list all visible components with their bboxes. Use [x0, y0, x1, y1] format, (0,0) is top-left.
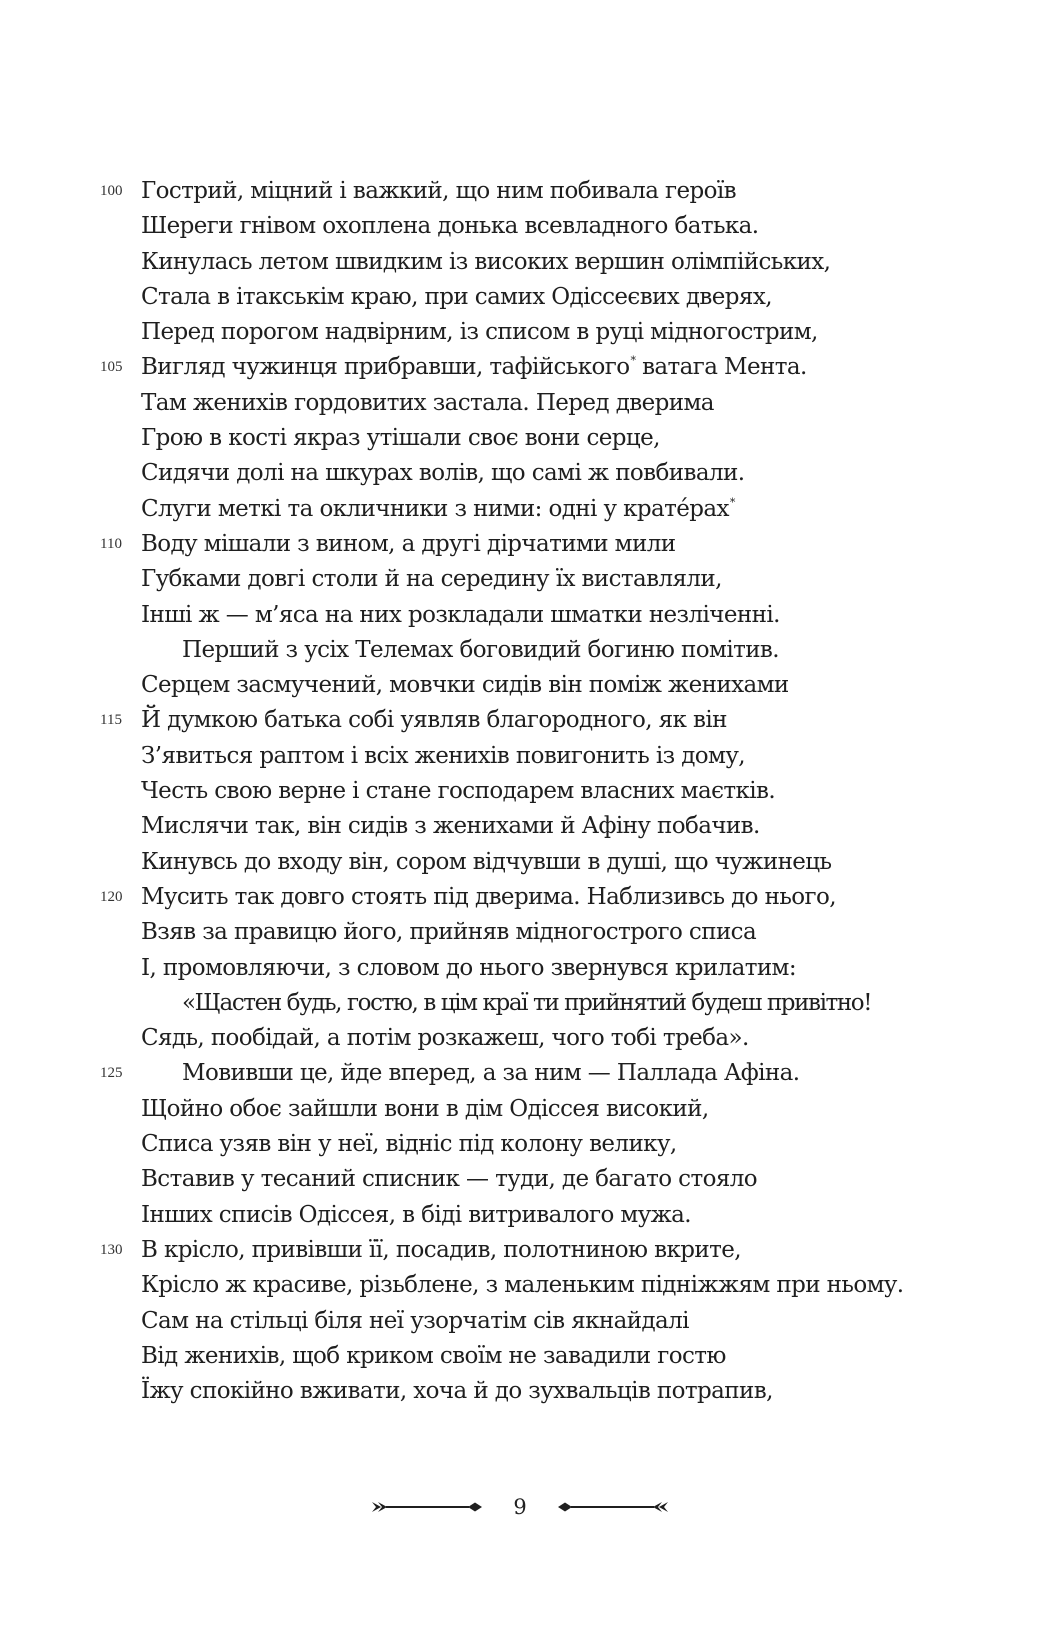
verse-line — [0, 209, 1040, 244]
verse-text-main: Щойно обоє зайшли вони в дім Одіссея високий, — [141, 1095, 709, 1122]
verse-line — [0, 527, 1040, 562]
verse-line — [0, 315, 1040, 350]
verse-text-main: Інші ж — м’яса на них розкладали шматки незліченні. — [141, 601, 780, 628]
verse-text-main: Шереги гнівом охоплена донька всевладного батька. — [141, 213, 759, 240]
verse-text-main: Честь свою верне і стане господарем власних маєтків. — [141, 778, 776, 805]
verse-text — [141, 209, 759, 244]
verse-text — [141, 1162, 757, 1197]
line-number: 120 — [100, 888, 123, 905]
line-number: 110 — [100, 535, 122, 552]
verse-line — [0, 915, 1040, 950]
verse-line — [0, 1162, 1040, 1197]
verse-text — [141, 668, 789, 703]
poem-body — [0, 174, 1040, 1409]
verse-line — [0, 1092, 1040, 1127]
right-arrow-ornament-icon — [558, 1500, 668, 1514]
verse-text — [141, 915, 756, 950]
verse-line — [0, 350, 1040, 385]
verse-text — [141, 492, 735, 527]
verse-text-main: Списа узяв він у неї, відніс під колону велику, — [141, 1131, 677, 1158]
verse-text — [141, 703, 727, 738]
verse-line — [0, 456, 1040, 491]
verse-line — [0, 1339, 1040, 1374]
footnote-marker[interactable]: * — [630, 354, 636, 368]
verse-text-main: Кинулась летом швидким із високих вершин олімпійських, — [141, 248, 831, 275]
verse-text — [141, 1304, 689, 1339]
verse-text-main: «Щастен будь, гостю, в цім краї ти прийнятий будеш привітно! — [182, 989, 872, 1016]
verse-line — [0, 174, 1040, 209]
left-arrow-ornament-icon — [372, 1500, 482, 1514]
verse-text — [141, 845, 831, 880]
verse-text — [141, 280, 772, 315]
verse-line — [0, 774, 1040, 809]
verse-text — [141, 951, 796, 986]
verse-text — [141, 1339, 726, 1374]
verse-line — [0, 1198, 1040, 1233]
verse-text-main: В крісло, привівши її, посадив, полотниною вкрите, — [141, 1236, 742, 1263]
line-number: 115 — [100, 712, 122, 729]
verse-line — [0, 1056, 1040, 1091]
verse-text — [141, 527, 675, 562]
verse-text — [141, 315, 818, 350]
verse-text-main: Серцем засмучений, мовчки сидів він поміж женихами — [141, 672, 789, 699]
verse-line — [0, 845, 1040, 880]
verse-line — [0, 1374, 1040, 1409]
page-footer — [0, 1492, 1040, 1522]
verse-text — [141, 1021, 749, 1056]
verse-text-main: Вставив у тесаний списник — туди, де багато стояло — [141, 1166, 757, 1193]
verse-line — [0, 1304, 1040, 1339]
verse-line — [0, 668, 1040, 703]
verse-text-main: І, промовляючи, з словом до нього звернувся крилатим: — [141, 954, 796, 981]
verse-text — [141, 880, 836, 915]
line-number: 105 — [100, 359, 123, 376]
verse-text-main: Сам на стільці біля неї узорчатім сів якнайдалі — [141, 1307, 689, 1334]
verse-line — [0, 1233, 1040, 1268]
verse-text — [141, 739, 745, 774]
verse-text — [182, 986, 871, 1021]
verse-text-main: Взяв за правицю його, прийняв мідногострого списа — [141, 919, 757, 946]
verse-text — [141, 1198, 691, 1233]
verse-text-main: Губками довгі столи й на середину їх виставляли, — [141, 566, 722, 593]
verse-text-main: Слуги меткі та окличники з ними: одні у крате́рах — [141, 495, 729, 522]
verse-text — [141, 1127, 677, 1162]
verse-text — [182, 633, 779, 668]
verse-text — [141, 1268, 904, 1303]
verse-text-main: Грою в кості якраз утішали своє вони серце, — [141, 425, 660, 452]
verse-text — [141, 598, 780, 633]
verse-text — [141, 174, 736, 209]
verse-line — [0, 1268, 1040, 1303]
verse-text-main: Гострий, міцний і важкий, що ним побивала героїв — [141, 178, 736, 204]
verse-text-main: Сидячи долі на шкурах волів, що самі ж повбивали. — [141, 460, 745, 487]
verse-line — [0, 562, 1040, 597]
verse-line — [0, 1021, 1040, 1056]
verse-line — [0, 703, 1040, 738]
verse-text — [141, 350, 807, 385]
verse-line — [0, 880, 1040, 915]
verse-text-main: Перший з усіх Телемах боговидий богиню помітив. — [182, 636, 779, 663]
verse-text — [141, 456, 744, 491]
verse-text-continuation: ватага Мента. — [635, 354, 807, 381]
verse-text-main: Інших списів Одіссея, в біді витривалого мужа. — [141, 1201, 692, 1228]
verse-text — [141, 1233, 741, 1268]
verse-text-main: Мовивши це, йде вперед, а за ним — Паллада Афіна. — [182, 1060, 800, 1087]
verse-text-main: Крісло ж красиве, різьблене, з маленьким підніжжям при ньому. — [141, 1272, 904, 1299]
verse-text-main: Кинувсь до входу він, сором відчувши в душі, що чужинець — [141, 848, 832, 875]
verse-line — [0, 386, 1040, 421]
verse-text — [141, 1092, 709, 1127]
verse-text-main: Воду мішали з вином, а другі дірчатими мили — [141, 530, 676, 557]
verse-text-main: Мусить так довго стоять під дверима. Наблизивсь до нього, — [141, 883, 836, 910]
verse-line — [0, 951, 1040, 986]
verse-text-main: Сядь, пообідай, а потім розкажеш, чого тобі треба». — [141, 1025, 749, 1052]
verse-text-main: З’явиться раптом і всіх женихів повигонить із дому, — [141, 742, 745, 769]
verse-line — [0, 492, 1040, 527]
line-number: 125 — [100, 1065, 123, 1082]
verse-text — [141, 809, 760, 844]
verse-text-main: Мислячи так, він сидів з женихами й Афіну побачив. — [141, 813, 760, 840]
footnote-marker[interactable]: * — [729, 495, 735, 509]
page-number: 9 — [513, 1495, 527, 1519]
verse-line — [0, 1127, 1040, 1162]
verse-text-main: Від женихів, щоб криком своїм не завадили гостю — [141, 1342, 726, 1369]
verse-line — [0, 986, 1040, 1021]
verse-text — [141, 1374, 773, 1409]
verse-text — [141, 562, 722, 597]
verse-line — [0, 245, 1040, 280]
verse-line — [0, 809, 1040, 844]
verse-line — [0, 633, 1040, 668]
verse-text — [141, 421, 660, 456]
verse-line — [0, 739, 1040, 774]
verse-text-main: Стала в ітакськім краю, при самих Одіссеєвих дверях, — [141, 283, 772, 310]
verse-text-main: Перед порогом надвірним, із списом в руці мідногострим, — [141, 319, 818, 346]
verse-text — [141, 245, 830, 280]
verse-line — [0, 598, 1040, 633]
verse-text-main: Там женихів гордовитих застала. Перед дверима — [141, 389, 714, 416]
verse-text-main: Й думкою батька собі уявляв благородного, як він — [141, 707, 727, 734]
verse-text — [141, 774, 775, 809]
verse-text — [141, 386, 714, 421]
verse-text-main: Вигляд чужинця прибравши, тафійського — [141, 354, 630, 381]
line-number: 130 — [100, 1241, 123, 1258]
line-number: 100 — [100, 183, 123, 199]
verse-text-main: Їжу спокійно вживати, хоча й до зухвальців потрапив, — [141, 1378, 773, 1405]
verse-text — [182, 1056, 799, 1091]
verse-line — [0, 421, 1040, 456]
verse-line — [0, 280, 1040, 315]
